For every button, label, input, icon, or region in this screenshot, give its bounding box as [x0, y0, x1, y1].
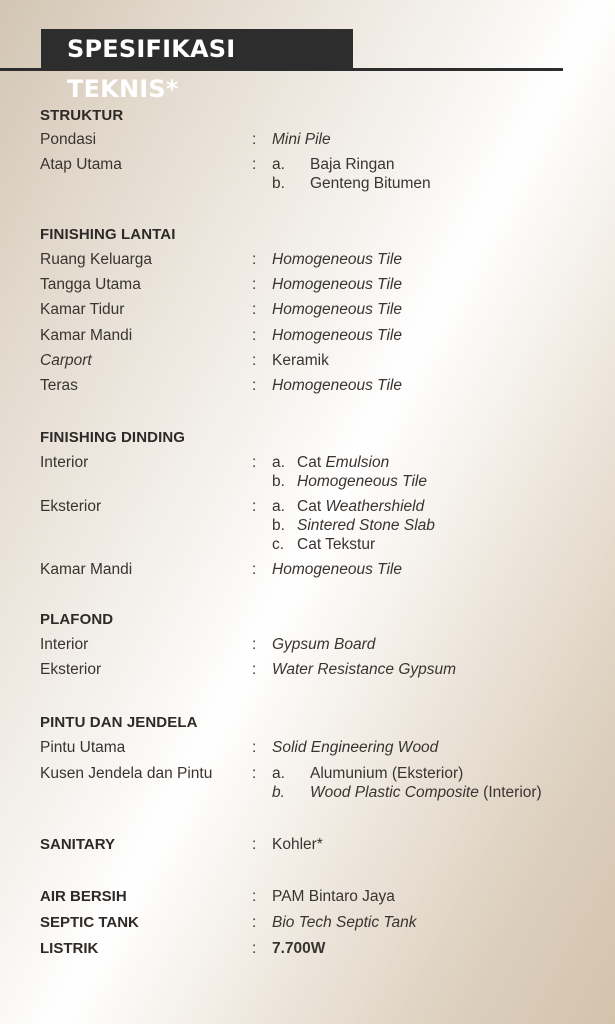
spec-label: Kusen Jendela dan Pintu	[40, 765, 213, 782]
spec-row-pintu-utama	[0, 739, 615, 761]
list-marker: a.	[272, 454, 285, 471]
spec-value: Water Resistance Gypsum	[272, 661, 457, 678]
colon: :	[252, 156, 257, 173]
spec-row-plafond-interior	[0, 636, 615, 658]
spec-label: Ruang Keluarga	[40, 251, 153, 268]
spec-value: Homogeneous Tile	[297, 473, 427, 490]
list-marker: a.	[272, 156, 285, 173]
colon: :	[252, 251, 257, 268]
colon: :	[252, 739, 257, 756]
colon: :	[252, 888, 257, 905]
spec-row-tangga-utama	[0, 276, 615, 298]
spec-row-listrik	[0, 940, 615, 962]
spec-value: Genteng Bitumen	[310, 175, 431, 192]
spec-value: Alumunium (Eksterior)	[310, 765, 464, 782]
spec-label: Teras	[40, 377, 78, 394]
spec-value-italic: Emulsion	[325, 454, 390, 471]
spec-row-carport	[0, 352, 615, 374]
colon: :	[252, 636, 257, 653]
spec-row-ruang-keluarga	[0, 251, 615, 273]
spec-label: Pintu Utama	[40, 739, 126, 756]
title-underline	[0, 68, 563, 71]
spec-value	[310, 784, 542, 802]
list-marker: c.	[272, 536, 285, 553]
spec-value: Gypsum Board	[272, 636, 376, 653]
spec-value: Homogeneous Tile	[272, 327, 402, 344]
spec-row-kamar-mandi	[0, 327, 615, 349]
section-heading-finishing-dinding: FINISHING DINDING	[40, 429, 186, 446]
section-heading-listrik: LISTRIK	[40, 940, 99, 957]
list-marker: b.	[272, 175, 285, 192]
spec-label: Tangga Utama	[40, 276, 141, 293]
spec-value: Keramik	[272, 352, 329, 369]
spec-value	[297, 498, 424, 516]
spec-row-air-bersih	[0, 888, 615, 910]
colon: :	[252, 940, 257, 957]
spec-value	[297, 454, 389, 472]
spec-value-prefix: Cat	[297, 454, 322, 471]
spec-value: 7.700W	[272, 940, 326, 957]
spec-row-septic-tank	[0, 914, 615, 936]
spec-row-pondasi	[0, 131, 615, 153]
spec-value: Homogeneous Tile	[272, 251, 402, 268]
section-heading-air-bersih: AIR BERSIH	[40, 888, 127, 905]
spec-row-dinding-kamar-mandi	[0, 561, 615, 583]
spec-label: Interior	[40, 636, 89, 653]
list-marker: a.	[272, 765, 285, 782]
spec-label: Atap Utama	[40, 156, 122, 173]
spec-row-sanitary	[0, 836, 615, 858]
colon: :	[252, 836, 257, 853]
section-heading-septic-tank: SEPTIC TANK	[40, 914, 139, 931]
spec-row-dinding-eksterior-c	[0, 536, 615, 558]
spec-row-dinding-interior-b	[0, 473, 615, 495]
spec-label: Kamar Tidur	[40, 301, 125, 318]
colon: :	[252, 454, 257, 471]
spec-value: Solid Engineering Wood	[272, 739, 439, 756]
list-marker: b.	[272, 517, 285, 534]
spec-label: Carport	[40, 352, 92, 369]
spec-value: PAM Bintaro Jaya	[272, 888, 395, 905]
section-heading-finishing-lantai: FINISHING LANTAI	[40, 226, 176, 243]
page-title: SPESIFIKASI TEKNIS*	[41, 29, 353, 69]
spec-label: Eksterior	[40, 661, 102, 678]
spec-value: Baja Ringan	[310, 156, 395, 173]
list-marker: b.	[272, 784, 285, 801]
spec-row-teras	[0, 377, 615, 399]
spec-row-atap-utama-b	[0, 175, 615, 197]
colon: :	[252, 327, 257, 344]
colon: :	[252, 131, 257, 148]
colon: :	[252, 276, 257, 293]
spec-value: Homogeneous Tile	[272, 301, 402, 318]
spec-value: Bio Tech Septic Tank	[272, 914, 417, 931]
section-heading-struktur: STRUKTUR	[40, 107, 124, 124]
spec-value-italic: Wood Plastic Composite	[310, 784, 479, 801]
spec-value: Homogeneous Tile	[272, 276, 402, 293]
spec-value-suffix: (Interior)	[483, 784, 542, 801]
colon: :	[252, 301, 257, 318]
colon: :	[252, 561, 257, 578]
spec-label: Kamar Mandi	[40, 561, 133, 578]
spec-value: Homogeneous Tile	[272, 561, 402, 578]
spec-row-kusen-b	[0, 784, 615, 806]
colon: :	[252, 352, 257, 369]
spec-label: Pondasi	[40, 131, 97, 148]
spec-label: Kamar Mandi	[40, 327, 133, 344]
colon: :	[252, 498, 257, 515]
spec-row-plafond-eksterior	[0, 661, 615, 683]
list-marker: a.	[272, 498, 285, 515]
spec-label: Interior	[40, 454, 89, 471]
colon: :	[252, 765, 257, 782]
colon: :	[252, 914, 257, 931]
section-heading-plafond: PLAFOND	[40, 611, 114, 628]
spec-label: Eksterior	[40, 498, 102, 515]
spec-value-italic: Weathershield	[325, 498, 425, 515]
spec-value: Kohler*	[272, 836, 323, 853]
colon: :	[252, 661, 257, 678]
colon: :	[252, 377, 257, 394]
spec-row-kamar-tidur	[0, 301, 615, 323]
spec-value-prefix: Cat	[297, 498, 322, 515]
section-heading-pintu-dan-jendela: PINTU DAN JENDELA	[40, 714, 198, 731]
spec-value: Sintered Stone Slab	[297, 517, 435, 534]
section-heading-sanitary: SANITARY	[40, 836, 115, 853]
spec-value: Mini Pile	[272, 131, 331, 148]
list-marker: b.	[272, 473, 285, 490]
spec-value: Cat Tekstur	[297, 536, 376, 553]
spec-value: Homogeneous Tile	[272, 377, 402, 394]
